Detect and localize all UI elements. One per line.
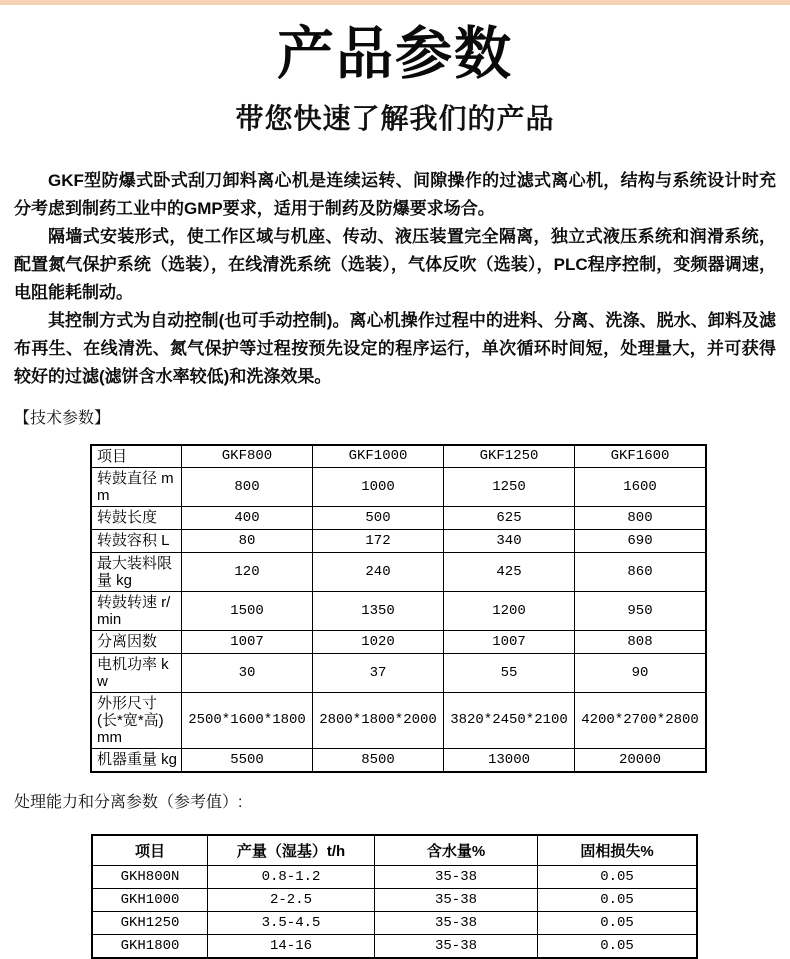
model-cell: GKH1250 xyxy=(92,911,208,934)
spec-value-cell: 4200*2700*2800 xyxy=(575,692,707,748)
spec-value-cell: 500 xyxy=(313,506,444,529)
table-header-row xyxy=(92,835,697,866)
capacity-value-cell: 35-38 xyxy=(375,888,538,911)
table-row xyxy=(91,467,706,506)
spec-value-cell: 625 xyxy=(444,506,575,529)
spec-value-cell: 20000 xyxy=(575,748,707,772)
spec-value-cell: 1350 xyxy=(313,591,444,630)
capacity-value-cell: 35-38 xyxy=(375,911,538,934)
spec-value-cell: 690 xyxy=(575,529,707,552)
model-cell: GKH1000 xyxy=(92,888,208,911)
spec-value-cell: 808 xyxy=(575,630,707,653)
table-row xyxy=(91,591,706,630)
spec-value-cell: 1007 xyxy=(444,630,575,653)
spec-value-cell: 120 xyxy=(182,552,313,591)
model-cell: GKH1800 xyxy=(92,934,208,958)
table-header-cell: 含水量% xyxy=(375,835,538,866)
spec-value-cell: 80 xyxy=(182,529,313,552)
capacity-value-cell: 0.05 xyxy=(538,888,698,911)
table-row xyxy=(91,653,706,692)
table-header-cell: GKF1250 xyxy=(444,445,575,468)
spec-value-cell: 30 xyxy=(182,653,313,692)
spec-value-cell: 5500 xyxy=(182,748,313,772)
spec-value-cell: 1250 xyxy=(444,467,575,506)
tech-params-table xyxy=(90,444,707,773)
table-row xyxy=(91,692,706,748)
table-row xyxy=(92,888,697,911)
capacity-value-cell: 0.05 xyxy=(538,865,698,888)
spec-value-cell: 37 xyxy=(313,653,444,692)
spec-value-cell: 2800*1800*2000 xyxy=(313,692,444,748)
table-row xyxy=(92,911,697,934)
spec-value-cell: 1600 xyxy=(575,467,707,506)
table-row xyxy=(91,552,706,591)
capacity-value-cell: 14-16 xyxy=(208,934,375,958)
spec-value-cell: 13000 xyxy=(444,748,575,772)
table-header-row xyxy=(91,445,706,468)
capacity-value-cell: 3.5-4.5 xyxy=(208,911,375,934)
spec-value-cell: 800 xyxy=(182,467,313,506)
spec-value-cell: 1500 xyxy=(182,591,313,630)
spec-value-cell: 860 xyxy=(575,552,707,591)
capacity-table xyxy=(91,834,698,959)
capacity-value-cell: 0.05 xyxy=(538,934,698,958)
top-accent-bar xyxy=(0,0,790,5)
table-header-cell: 项目 xyxy=(92,835,208,866)
spec-row-label: 机器重量 kg xyxy=(91,748,182,772)
spec-value-cell: 55 xyxy=(444,653,575,692)
page-title: 产品参数 xyxy=(277,22,513,86)
spec-value-cell: 1000 xyxy=(313,467,444,506)
capacity-value-cell: 2-2.5 xyxy=(208,888,375,911)
spec-value-cell: 3820*2450*2100 xyxy=(444,692,575,748)
spec-value-cell: 1200 xyxy=(444,591,575,630)
capacity-value-cell: 35-38 xyxy=(375,865,538,888)
spec-row-label: 分离因数 xyxy=(91,630,182,653)
table-row xyxy=(92,934,697,958)
spec-value-cell: 172 xyxy=(313,529,444,552)
table-row xyxy=(92,865,697,888)
intro-paragraph-1: GKF型防爆式卧式刮刀卸料离心机是连续运转、间隙操作的过滤式离心机，结构与系统设计时充分考虑到制药工业中的GMP要求，适用于制药及防爆要求场合。 xyxy=(14,170,776,218)
model-cell: GKH800N xyxy=(92,865,208,888)
table-row xyxy=(91,529,706,552)
section-label-capacity: 处理能力和分离参数（参考值）: xyxy=(14,793,243,811)
table-header-cell: GKF1600 xyxy=(575,445,707,468)
table-row xyxy=(91,748,706,772)
intro-paragraph-2: 隔墙式安装形式，使工作区域与机座、传动、液压装置完全隔离，独立式液压系统和润滑系统，配置氮气保护系统（选装），在线清洗系统（选装），气体反吹（选装），PLC程序控制，变频器调速，电阻能耗制动。 xyxy=(14,226,776,302)
spec-value-cell: 8500 xyxy=(313,748,444,772)
page-subtitle: 带您快速了解我们的产品 xyxy=(235,102,555,134)
intro-text-block xyxy=(14,167,776,391)
spec-row-label: 最大装料限量 kg xyxy=(91,552,182,591)
spec-row-label: 电机功率 kw xyxy=(91,653,182,692)
table-header-cell: 产量（湿基）t/h xyxy=(208,835,375,866)
table-header-cell: GKF1000 xyxy=(313,445,444,468)
spec-value-cell: 90 xyxy=(575,653,707,692)
spec-row-label: 转鼓容积 L xyxy=(91,529,182,552)
spec-value-cell: 950 xyxy=(575,591,707,630)
table-row xyxy=(91,506,706,529)
spec-row-label: 转鼓长度 xyxy=(91,506,182,529)
spec-row-label: 转鼓直径 mm xyxy=(91,467,182,506)
spec-value-cell: 1020 xyxy=(313,630,444,653)
spec-value-cell: 340 xyxy=(444,529,575,552)
spec-value-cell: 1007 xyxy=(182,630,313,653)
table-header-cell: 固相损失% xyxy=(538,835,698,866)
capacity-value-cell: 0.8-1.2 xyxy=(208,865,375,888)
spec-value-cell: 800 xyxy=(575,506,707,529)
capacity-value-cell: 35-38 xyxy=(375,934,538,958)
spec-value-cell: 2500*1600*1800 xyxy=(182,692,313,748)
capacity-value-cell: 0.05 xyxy=(538,911,698,934)
table-row xyxy=(91,630,706,653)
intro-paragraph-3: 其控制方式为自动控制(也可手动控制)。离心机操作过程中的进料、分离、洗涤、脱水、卸料及滤布再生、在线清洗、氮气保护等过程按预先设定的程序运行，单次循环时间短，处理量大，并可获得较好的过滤(滤饼含水率较低)和洗涤效果。 xyxy=(14,310,776,386)
spec-value-cell: 400 xyxy=(182,506,313,529)
spec-value-cell: 240 xyxy=(313,552,444,591)
table-header-cell: GKF800 xyxy=(182,445,313,468)
section-label-tech-params: 【技术参数】 xyxy=(14,409,111,427)
spec-row-label: 转鼓转速 r/min xyxy=(91,591,182,630)
table-header-cell: 项目 xyxy=(91,445,182,468)
spec-value-cell: 425 xyxy=(444,552,575,591)
spec-row-label: 外形尺寸 (长*宽*高) mm xyxy=(91,692,182,748)
